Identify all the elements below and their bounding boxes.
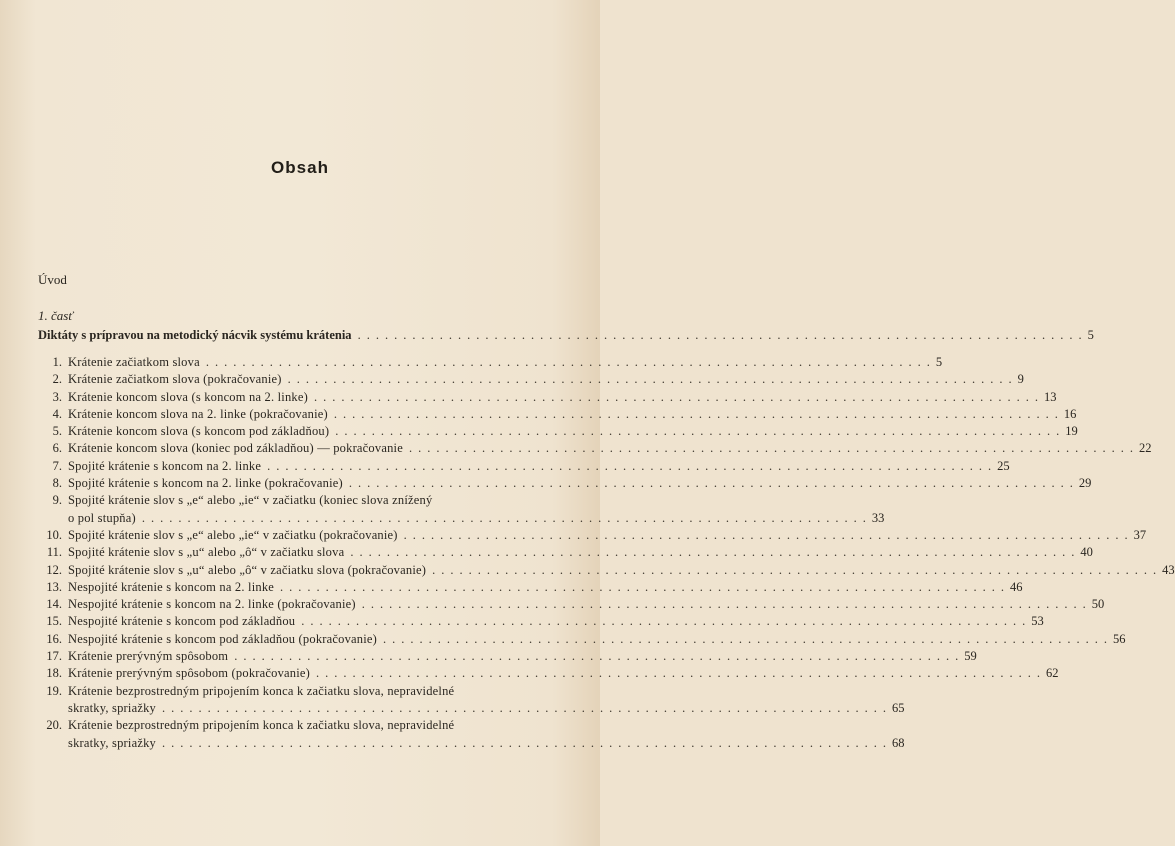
entry-number: 2. bbox=[52, 372, 62, 387]
entry-number: 10. bbox=[46, 527, 62, 542]
dot-leader: ................................................................................ bbox=[408, 441, 1139, 456]
dot-leader: ................................................................................ bbox=[161, 735, 892, 750]
entry-title: Krátenie koncom slova (s koncom pod základňou) bbox=[68, 424, 330, 439]
entry-title: Spojité krátenie slov s „u“ alebo „ô“ v začiatku slova bbox=[68, 545, 345, 560]
entry-page-number: 40 bbox=[1080, 545, 1093, 560]
entry-page-number: 13 bbox=[1044, 389, 1057, 404]
toc-entry bbox=[38, 613, 1044, 630]
entry-page-number: 37 bbox=[1133, 527, 1147, 542]
entry-page-number: 5 bbox=[935, 355, 943, 369]
toc-entry bbox=[38, 458, 1010, 475]
entry-title: Krátenie začiatkom slova bbox=[68, 355, 200, 369]
entry-page-number: 25 bbox=[997, 458, 1010, 473]
entry-number: 6. bbox=[52, 441, 62, 456]
entry-title: Krátenie koncom slova (s koncom na 2. linke) bbox=[68, 389, 308, 404]
entry-title: Krátenie začiatkom slova (pokračovanie) bbox=[68, 372, 282, 387]
toc-entry bbox=[38, 492, 885, 527]
entry-number: 18. bbox=[46, 666, 62, 681]
part-title: Diktáty s prípravou na metodický nácvik systému krátenia bbox=[38, 328, 352, 342]
toc-entry bbox=[38, 527, 1147, 544]
toc-entry bbox=[38, 596, 1105, 613]
entry-page-number: 22 bbox=[1138, 441, 1152, 456]
entry-number: 9. bbox=[52, 493, 62, 508]
toc-list bbox=[38, 354, 1175, 752]
dot-leader: ................................................................................ bbox=[314, 389, 1044, 404]
dot-leader: ................................................................................ bbox=[350, 545, 1081, 560]
dot-leader: ................................................................................ bbox=[403, 527, 1134, 542]
entry-title: Krátenie koncom slova na 2. linke (pokračovanie) bbox=[68, 406, 328, 421]
dot-leader: ................................................................................ bbox=[301, 614, 1032, 629]
entry-title: Krátenie bezprostredným pripojením konca k začiatku slova, nepravidelné bbox=[68, 683, 455, 698]
dot-leader: ................................................................................ bbox=[141, 510, 872, 525]
entry-page-number: 68 bbox=[891, 735, 905, 750]
entry-page-number: 43 bbox=[1162, 562, 1175, 577]
toc-entry bbox=[38, 389, 1057, 406]
dot-leader: ................................................................................ bbox=[361, 597, 1092, 612]
dot-leader: ................................................................................ bbox=[432, 562, 1163, 577]
entry-page-number: 33 bbox=[871, 510, 885, 525]
entry-number: 14. bbox=[46, 597, 62, 612]
entry-title: Spojité krátenie s koncom na 2. linke (pokračovanie) bbox=[68, 476, 343, 491]
page-title: Obsah bbox=[271, 158, 329, 177]
entry-title: Krátenie prerývným spôsobom (pokračovanie) bbox=[68, 666, 311, 681]
entry-title: Spojité krátenie slov s „e“ alebo „ie“ v začiatku (pokračovanie) bbox=[68, 527, 398, 542]
entry-page-number: 9 bbox=[1017, 372, 1024, 387]
entry-title-continuation: skratky, spriažky bbox=[68, 735, 156, 750]
entry-title: Krátenie koncom slova (koniec pod základňou) — pokračovanie bbox=[68, 441, 403, 456]
entry-number: 17. bbox=[46, 649, 62, 664]
entry-page-number: 50 bbox=[1091, 597, 1105, 612]
entry-title-continuation: skratky, spriažky bbox=[68, 700, 156, 715]
toc-entry bbox=[38, 354, 943, 371]
dot-leader: ................................................................................ bbox=[383, 631, 1114, 646]
toc-entry bbox=[38, 579, 1023, 596]
entry-title: Krátenie prerývným spôsobom bbox=[68, 649, 229, 664]
entry-page-number: 53 bbox=[1031, 614, 1044, 629]
entry-page-number: 59 bbox=[964, 649, 977, 664]
entry-number: 19. bbox=[46, 683, 62, 698]
entry-page-number: 65 bbox=[891, 700, 905, 715]
part-page-number: 5 bbox=[1087, 328, 1094, 342]
entry-number: 8. bbox=[52, 476, 62, 491]
entry-number: 7. bbox=[52, 458, 62, 473]
entry-page-number: 29 bbox=[1078, 476, 1092, 491]
entry-number: 13. bbox=[46, 579, 62, 594]
entry-title-continuation: o pol stupňa) bbox=[68, 510, 136, 525]
entry-number: 16. bbox=[46, 631, 62, 646]
entry-page-number: 46 bbox=[1010, 579, 1023, 594]
dot-leader: ................................................................................ bbox=[267, 458, 998, 473]
entry-title: Nespojité krátenie s koncom pod základňou bbox=[68, 614, 296, 629]
toc-entry bbox=[38, 631, 1126, 648]
entry-number: 15. bbox=[46, 614, 62, 629]
entry-number: 20. bbox=[46, 718, 62, 733]
intro-entry: Úvod bbox=[38, 272, 67, 287]
entry-title: Nespojité krátenie s koncom na 2. linke bbox=[68, 579, 275, 594]
entry-title: Spojité krátenie slov s „e“ alebo „ie“ v začiatku (koniec slova znížený bbox=[68, 493, 433, 508]
toc-entry bbox=[38, 717, 905, 752]
entry-number: 5. bbox=[52, 424, 62, 439]
part-title-row bbox=[38, 328, 1094, 346]
dot-leader: ................................................................................ bbox=[205, 355, 936, 369]
dot-leader: ................................................................................ bbox=[280, 579, 1011, 594]
entry-page-number: 56 bbox=[1113, 631, 1126, 646]
dot-leader: ................................................................................ bbox=[357, 328, 1088, 342]
toc-entry bbox=[38, 371, 1024, 388]
part-label: 1. časť bbox=[38, 308, 74, 323]
toc-entry bbox=[38, 665, 1059, 682]
entry-title: Spojité krátenie slov s „u“ alebo „ô“ v začiatku slova (pokračovanie) bbox=[68, 562, 427, 577]
toc-entry bbox=[38, 440, 1152, 457]
dot-leader: ................................................................................ bbox=[348, 476, 1079, 491]
entry-number: 12. bbox=[46, 562, 62, 577]
entry-number: 3. bbox=[52, 389, 62, 404]
entry-title: Nespojité krátenie s koncom na 2. linke (pokračovanie) bbox=[68, 597, 356, 612]
toc-entry bbox=[38, 406, 1077, 423]
entry-number: 11. bbox=[46, 545, 62, 560]
entry-page-number: 19 bbox=[1065, 424, 1078, 439]
dot-leader: ................................................................................ bbox=[333, 406, 1064, 421]
toc-entry bbox=[38, 683, 905, 718]
dot-leader: ................................................................................ bbox=[161, 700, 892, 715]
entry-number: 1. bbox=[52, 355, 62, 369]
dot-leader: ................................................................................ bbox=[316, 666, 1047, 681]
entry-number: 4. bbox=[52, 406, 62, 421]
toc-entry bbox=[38, 475, 1092, 492]
dot-leader: ................................................................................ bbox=[287, 372, 1018, 387]
entry-title: Krátenie bezprostredným pripojením konca k začiatku slova, nepravidelné bbox=[68, 718, 455, 733]
entry-page-number: 62 bbox=[1046, 666, 1059, 681]
entry-title: Nespojité krátenie s koncom pod základňou (pokračovanie) bbox=[68, 631, 378, 646]
toc-entry bbox=[38, 562, 1175, 579]
dot-leader: ................................................................................ bbox=[234, 649, 965, 664]
toc-entry bbox=[38, 423, 1078, 440]
dot-leader: ................................................................................ bbox=[335, 424, 1066, 439]
entry-title: Spojité krátenie s koncom na 2. linke bbox=[68, 458, 262, 473]
toc-entry bbox=[38, 544, 1093, 561]
toc-entry bbox=[38, 648, 977, 665]
entry-page-number: 16 bbox=[1063, 406, 1077, 421]
